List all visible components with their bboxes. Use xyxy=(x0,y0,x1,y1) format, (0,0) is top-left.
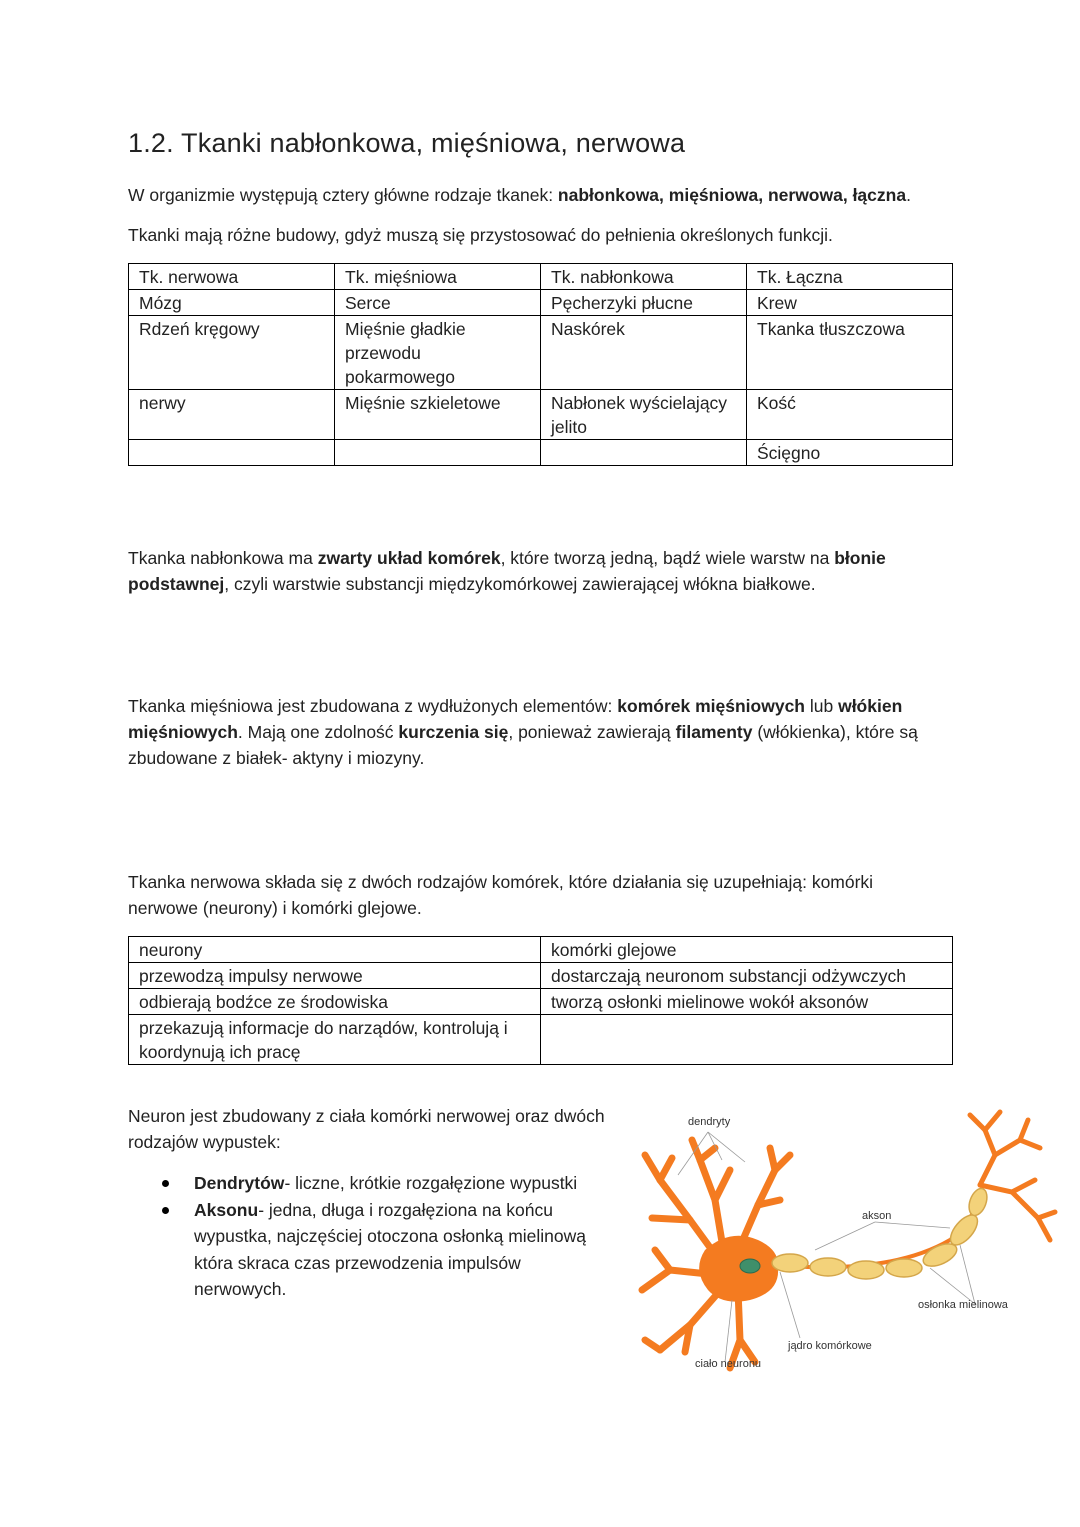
intro-line-1-suffix: . xyxy=(906,185,911,205)
table-row xyxy=(129,1015,953,1065)
table-row xyxy=(129,989,953,1015)
table-cell: Ścięgno xyxy=(747,440,953,466)
bullet-icon xyxy=(162,1207,169,1214)
text-span: Tkanka mięśniowa jest zbudowana z wydłużonych elementów: xyxy=(128,696,618,716)
intro-line-1 xyxy=(128,182,958,208)
table-cell: Nabłonek wyścielający jelito xyxy=(541,390,747,440)
text-span: (włókienka), które są zbudowane z białek- aktyny i miozyny. xyxy=(128,722,918,768)
table-cell: Rdzeń kręgowy xyxy=(129,316,335,390)
bullet-icon xyxy=(162,1180,169,1187)
bold-term: błonie podstawnej xyxy=(128,548,886,594)
table-cell: Mięśnie szkieletowe xyxy=(335,390,541,440)
text-span: . Mają one zdolność xyxy=(237,722,399,742)
list-item xyxy=(158,1170,608,1197)
table-header-row xyxy=(129,264,953,290)
text-span: , które tworzą jedną, bądź wiele warstw na xyxy=(500,548,835,568)
nervous-paragraph: Tkanka nerwowa składa się z dwóch rodzajów komórek, które działania się uzupełniają: komórki nerwowe (neurony) i komórki glejowe. xyxy=(128,872,874,918)
table-cell: Tkanka tłuszczowa xyxy=(747,316,953,390)
table-cell xyxy=(541,1015,953,1065)
tissue-table xyxy=(128,263,953,466)
text-span: , czyli warstwie substancji międzykomórkowej zawierającej włókna białkowe. xyxy=(224,574,816,594)
cell-body xyxy=(699,1236,778,1302)
table-cell: Kość xyxy=(747,390,953,440)
table-row xyxy=(129,440,953,466)
bold-term: filamenty xyxy=(675,722,753,742)
table-header-row xyxy=(129,937,953,963)
table-cell: Mózg xyxy=(129,290,335,316)
table-cell: dostarczają neuronom substancji odżywczych xyxy=(541,963,953,989)
table-row xyxy=(129,963,953,989)
bold-term: Aksonu xyxy=(194,1199,259,1220)
table-header-cell: komórki glejowe xyxy=(541,937,953,963)
neuron-intro: Neuron jest zbudowany z ciała komórki nerwowej oraz dwóch rodzajów wypustek: xyxy=(128,1106,605,1152)
table-cell: nerwy xyxy=(129,390,335,440)
bold-term: komórek mięśniowych xyxy=(617,696,805,716)
table-header-cell: Tk. mięśniowa xyxy=(335,264,541,290)
table-cell: Mięśnie gładkie przewodu pokarmowego xyxy=(335,316,541,390)
table-header-cell: Tk. nabłonkowa xyxy=(541,264,747,290)
table-cell: tworzą osłonki mielinowe wokół aksonów xyxy=(541,989,953,1015)
intro-line-2: Tkanki mają różne budowy, gdyż muszą się przystosować do pełnienia określonych funkcji. xyxy=(128,225,833,245)
axon-terminal xyxy=(970,1112,1055,1240)
table-row xyxy=(129,316,953,390)
cell-body-label: ciało neuronu xyxy=(695,1358,762,1370)
intro-tissue-types: nabłonkowa, mięśniowa, nerwowa, łączna xyxy=(557,185,907,205)
dendrites-label: dendryty xyxy=(688,1116,731,1128)
text-span: Tkanka nabłonkowa ma xyxy=(128,548,318,568)
bold-term: włókien mięśniowych xyxy=(128,696,903,742)
text-span: lub xyxy=(805,696,839,716)
table-cell xyxy=(335,440,541,466)
table-row xyxy=(129,390,953,440)
table-header-cell: neurony xyxy=(129,937,541,963)
table-cell: Serce xyxy=(335,290,541,316)
text-span: , ponieważ zawierają xyxy=(508,722,676,742)
table-cell: przewodzą impulsy nerwowe xyxy=(129,963,541,989)
bold-term: kurczenia się xyxy=(398,722,509,742)
table-header-cell: Tk. nerwowa xyxy=(129,264,335,290)
bold-term: zwarty układ komórek xyxy=(317,548,501,568)
table-row xyxy=(129,290,953,316)
intro-line-1-prefix: W organizmie występują cztery główne rodzaje tkanek: xyxy=(128,185,558,205)
cell-types-table xyxy=(128,936,953,1065)
text-span: - liczne, krótkie rozgałęzione wypustki xyxy=(284,1173,578,1193)
table-cell: Naskórek xyxy=(541,316,747,390)
list-item xyxy=(158,1197,608,1303)
epithelial-paragraph xyxy=(128,545,958,597)
table-cell: przekazują informacje do narządów, kontrolują i koordynują ich pracę xyxy=(129,1015,541,1065)
table-cell: Krew xyxy=(747,290,953,316)
table-cell: Pęcherzyki płucne xyxy=(541,290,747,316)
nucleus xyxy=(740,1259,760,1273)
myelin-sheath xyxy=(772,1186,990,1279)
text-span: - jedna, długa i rozgałęziona na końcu wypustka, najczęściej otoczona osłonką mielinową która skraca czas przewodzenia impulsów nerwowych. xyxy=(194,1199,587,1299)
muscle-paragraph xyxy=(128,693,958,771)
neuron-diagram xyxy=(630,1100,1060,1390)
myelin-label: osłonka mielinowa xyxy=(918,1299,1008,1311)
table-cell xyxy=(129,440,335,466)
table-header-cell: Tk. Łączna xyxy=(747,264,953,290)
table-cell: odbierają bodźce ze środowiska xyxy=(129,989,541,1015)
bold-term: Dendrytów xyxy=(194,1173,285,1193)
page-title: 1.2. Tkanki nabłonkowa, mięśniowa, nerwowa xyxy=(128,128,686,158)
neuron-parts-list xyxy=(158,1170,608,1303)
axon-label: akson xyxy=(862,1210,892,1222)
nucleus-label: jądro komórkowe xyxy=(788,1340,872,1352)
table-cell xyxy=(541,440,747,466)
